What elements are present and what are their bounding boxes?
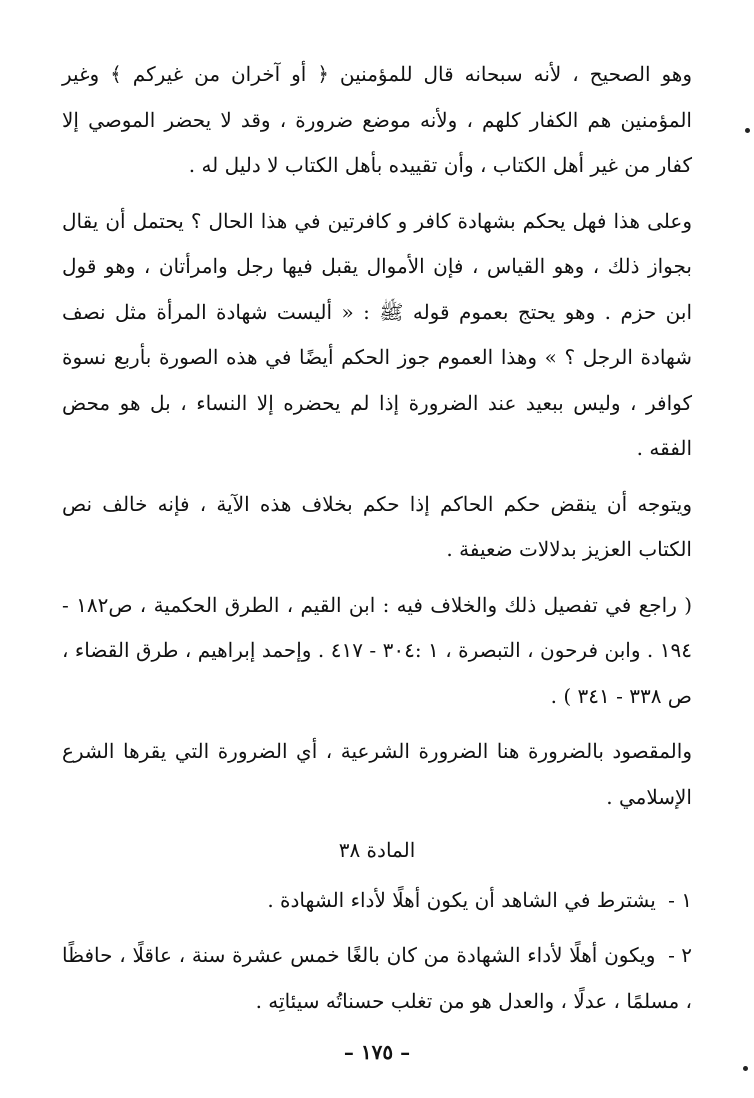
paragraph-2: وعلى هذا فهل يحكم بشهادة كافر و كافرتين في هذا الحال ؟ يحتمل أن يقال بجواز ذلك ، وهو القياس ، فإن الأموال يقبل فيها رجل وامرأتان ، وهو قول ابن حزم . وهو يحتج بعموم قوله ﷺ : « أليست شهادة المرأة مثل نصف شهادة الرجل ؟ » وهذا العموم جوز الحكم أيضًا في هذه الصورة بأربع نسوة كوافر ، وليس ببعيد عند الضرورة إذا لم يحضره إلا النساء ، بل هو محض الفقه . xyxy=(62,208,692,460)
item-text: يشترط في الشاهد أن يكون أهلًا لأداء الشهادة . xyxy=(267,887,656,912)
item-number: ٢ - xyxy=(668,943,692,967)
scan-speck xyxy=(743,1066,748,1071)
paragraph-1: وهو الصحيح ، لأنه سبحانه قال للمؤمنين ﴿ أو آخران من غيركم ﴾ وغير المؤمنين هم الكفار كلهم ، ولأنه موضع ضرورة ، وقد لا يحضر الموصي إلا كفار من غير أهل الكتاب ، وأن تقييده بأهل الكتاب لا دليل له . xyxy=(62,62,692,177)
list-item-1 xyxy=(62,878,692,924)
page-body xyxy=(62,52,692,1024)
reference-paragraph: ( راجع في تفصيل ذلك والخلاف فيه : ابن القيم ، الطرق الحكمية ، ص١٨٢ - ١٩٤ . وابن فرحون ، التبصرة ، ١ :٣٠٤ - ٤١٧ . وإحمد إبراهيم ، طرق القضاء ، ص ٣٣٨ - ٣٤١ ) . xyxy=(62,592,692,708)
scan-speck xyxy=(745,128,750,133)
page-number: – ١٧٥ – xyxy=(343,1040,411,1064)
paragraph-3: ويتوجه أن ينقض حكم الحاكم إذا حكم بخلاف هذه الآية ، فإنه خالف نص الكتاب العزيز بدلالات ضعيفة . xyxy=(62,491,692,561)
list-item-2 xyxy=(62,933,692,1024)
item-text: ويكون أهلًا لأداء الشهادة من كان بالغًا خمس عشرة سنة ، عاقلًا ، حافظًا ، مسلمًا ، عدلًا ، والعدل هو من تغلب حسناتُه سيئاتِه . xyxy=(62,943,692,1013)
item-number: ١ - xyxy=(668,887,692,912)
paragraph-5: والمقصود بالضرورة هنا الضرورة الشرعية ، أي الضرورة التي يقرها الشرع الإسلامي . xyxy=(62,739,692,809)
article-heading: المادة ٣٨ xyxy=(338,838,416,862)
